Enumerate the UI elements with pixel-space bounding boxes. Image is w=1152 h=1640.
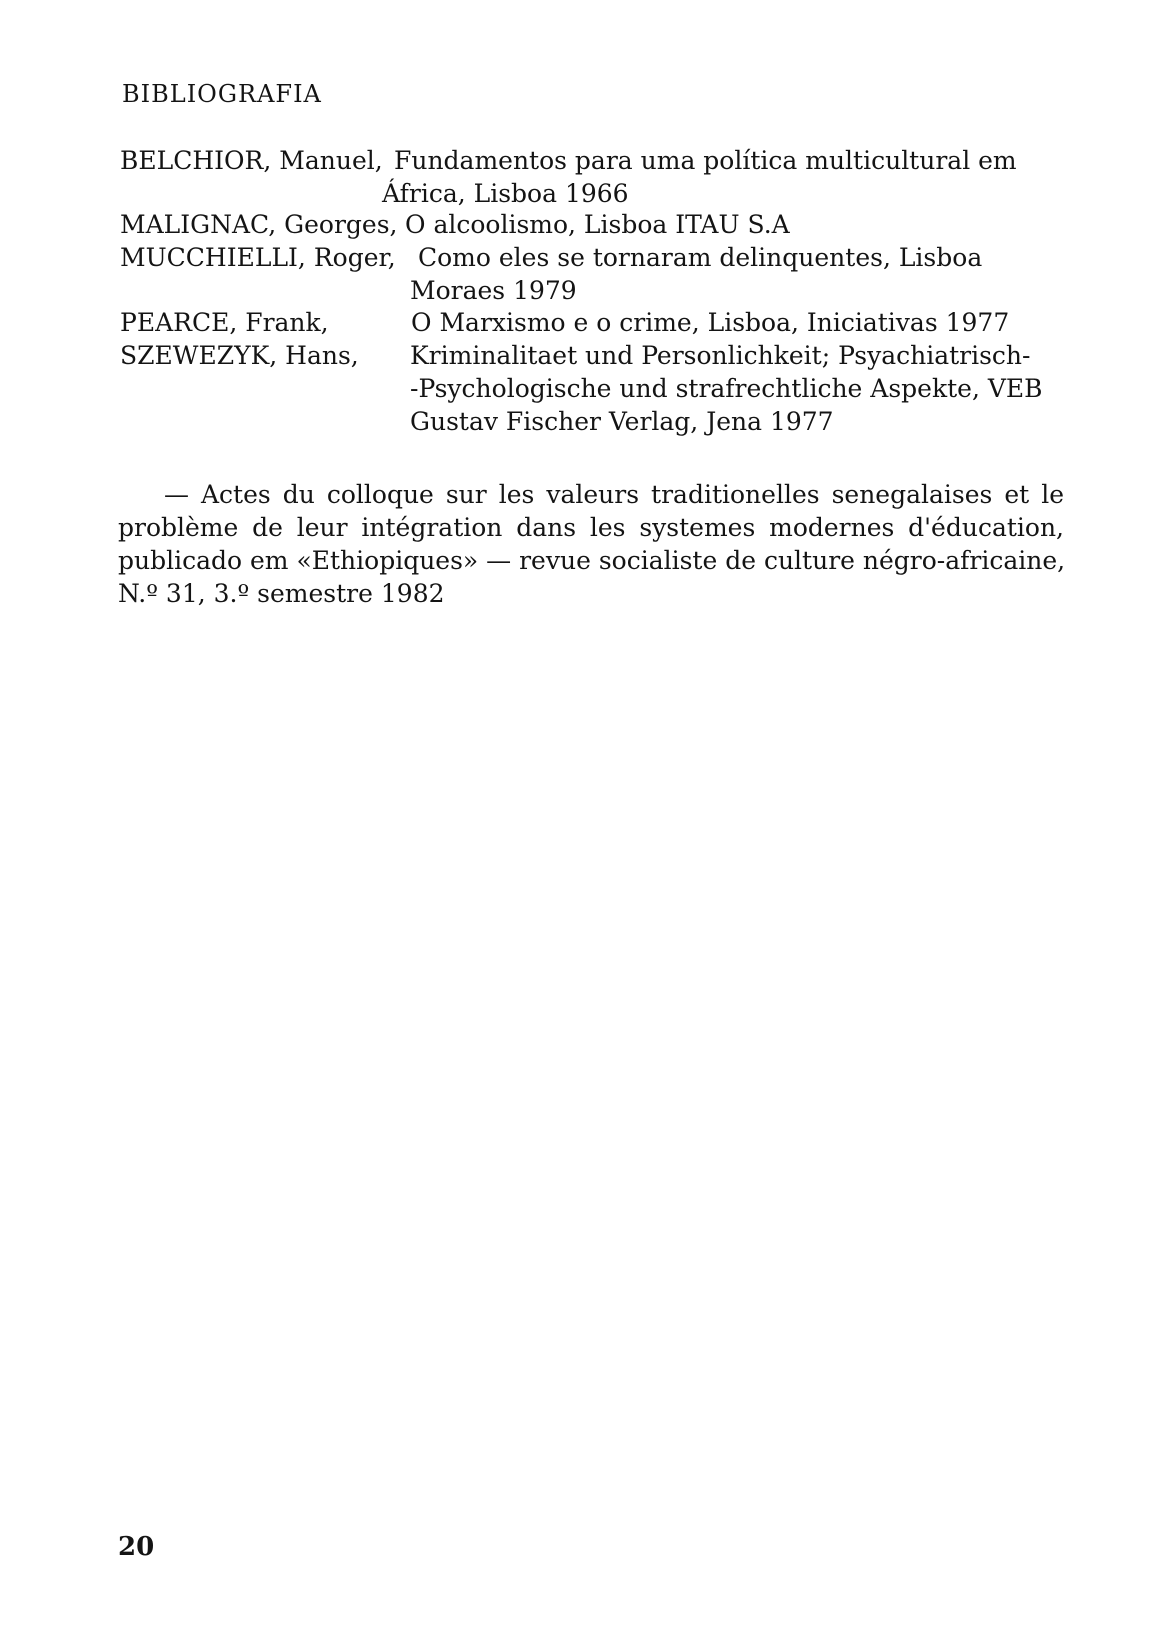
entry-author: MALIGNAC, Georges, xyxy=(120,210,398,239)
note-line: — Actes du colloque sur les valeurs traditionelles senegalaises et le xyxy=(164,480,1064,509)
entry-title-line: Fundamentos para uma política multicultural em xyxy=(394,146,1017,175)
entry-author: SZEWEZYK, Hans, xyxy=(120,341,359,370)
entry-title-line: Moraes 1979 xyxy=(410,276,577,305)
note-line: N.º 31, 3.º semestre 1982 xyxy=(118,579,445,608)
entry-author: BELCHIOR, Manuel, xyxy=(120,146,383,175)
entry-title-line: Kriminalitaet und Personlichkeit; Psyachiatrisch- xyxy=(410,341,1031,370)
entry-title-line: Gustav Fischer Verlag, Jena 1977 xyxy=(410,407,834,436)
note-line: publicado em «Ethiopiques» — revue socialiste de culture négro-africaine, xyxy=(118,546,1066,575)
entry-title-line: -Psychologische und strafrechtliche Aspekte, VEB xyxy=(410,374,1043,403)
entry-title-line: O Marxismo e o crime, Lisboa, Iniciativas 1977 xyxy=(411,308,1010,337)
entry-title-line: O alcoolismo, Lisboa ITAU S.A xyxy=(405,210,790,239)
entry-title-line: África, Lisboa 1966 xyxy=(382,179,629,208)
entry-title-line: Como eles se tornaram delinquentes, Lisboa xyxy=(418,243,983,272)
note-paragraph xyxy=(118,478,1064,610)
page-number: 20 xyxy=(118,1532,155,1562)
entry-author: PEARCE, Frank, xyxy=(120,308,329,337)
entry-author: MUCCHIELLI, Roger, xyxy=(120,243,396,272)
note-line: problème de leur intégration dans les systemes modernes d'éducation, xyxy=(118,513,1064,542)
bibliography-heading: BIBLIOGRAFIA xyxy=(122,80,322,108)
